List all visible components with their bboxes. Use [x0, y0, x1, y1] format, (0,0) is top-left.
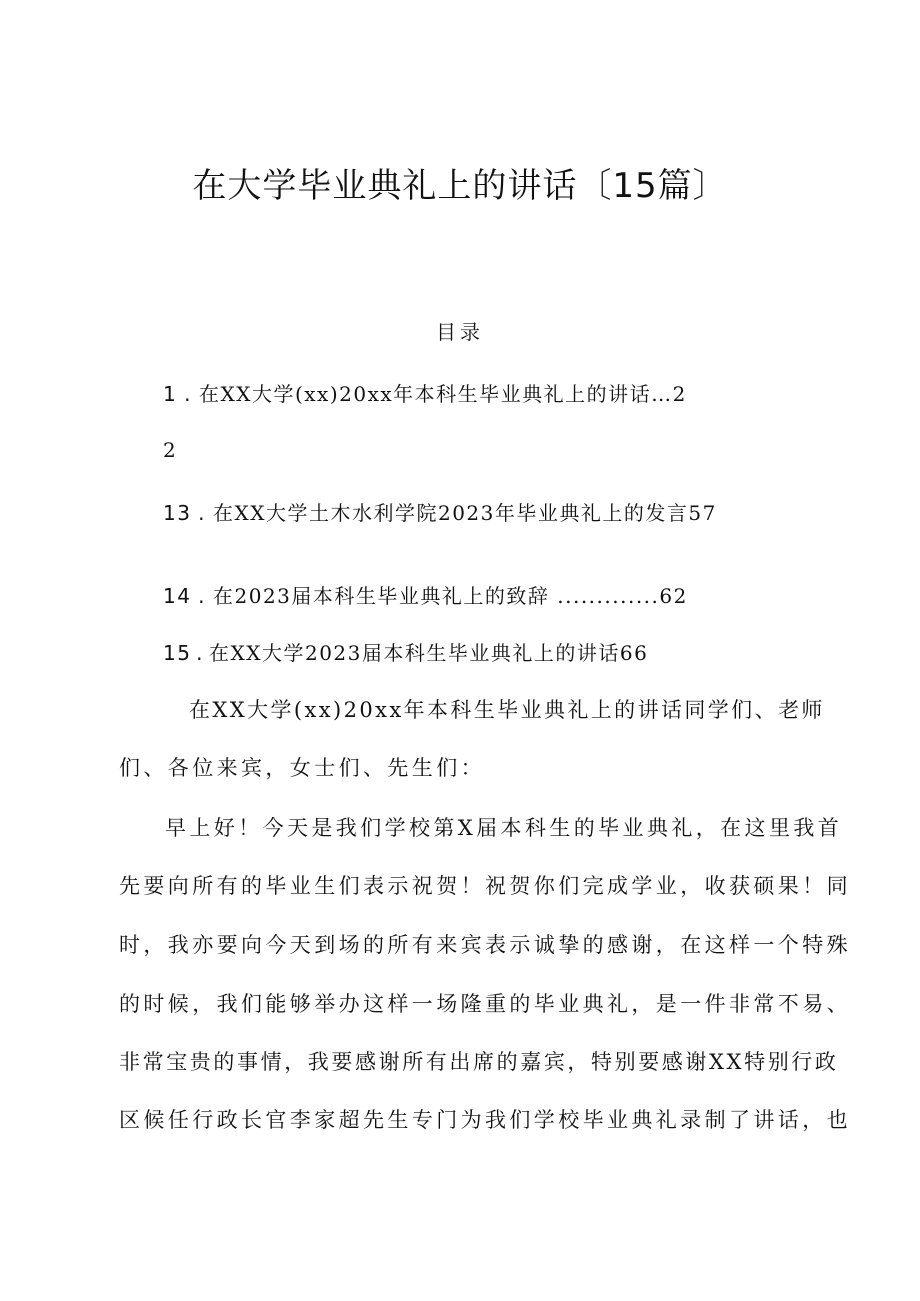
toc-heading: 目录: [436, 320, 484, 344]
body-line-6: 的时候，我们能够举办这样一场隆重的毕业典礼，是一件非常不易、: [119, 992, 851, 1016]
toc-entry-text: 2: [163, 438, 178, 462]
toc-entry-number: 14: [163, 584, 192, 608]
body-line-2: 们、各位来宾，女士们、先生们：: [119, 756, 485, 780]
body-line-4: 先要向所有的毕业生们表示祝贺！祝贺你们完成学业，收获硕果！同: [119, 874, 851, 898]
toc-entry-number: 1: [163, 382, 178, 406]
toc-entry-1: 1 . 在XX大学(xx)20xx年本科生毕业典礼上的讲话…2: [163, 382, 687, 406]
toc-entry-text: 在XX大学2023届本科生毕业典礼上的讲话66: [209, 641, 649, 665]
toc-entry-14: 14 . 在2023届本科生毕业典礼上的致辞 .............62: [163, 584, 688, 608]
body-line-3: 早上好！今天是我们学校第X届本科生的毕业典礼，在这里我首: [165, 816, 843, 840]
document-title: 在大学毕业典礼上的讲话〔15篇〕: [192, 166, 728, 206]
body-line-8: 区候任行政长官李家超先生专门为我们学校毕业典礼录制了讲话，也: [119, 1108, 851, 1132]
toc-entry-text: 在XX大学土木水利学院2023年毕业典礼上的发言57: [213, 501, 717, 525]
toc-entry-text: 在XX大学(xx)20xx年本科生毕业典礼上的讲话…2: [199, 382, 687, 406]
body-line-1: 在XX大学(xx)20xx年本科生毕业典礼上的讲话同学们、老师: [189, 698, 825, 722]
toc-entry-13: 13 . 在XX大学土木水利学院2023年毕业典礼上的发言57: [163, 501, 717, 525]
toc-entry-15: 15 . 在XX大学2023届本科生毕业典礼上的讲话66: [163, 641, 649, 665]
toc-entry-text: 在2023届本科生毕业典礼上的致辞 .............62: [213, 584, 688, 608]
toc-entry-continuation: [163, 438, 177, 462]
toc-entry-number: 13: [163, 501, 192, 525]
body-line-5: 时，我亦要向今天到场的所有来宾表示诚挚的感谢，在这样一个特殊: [119, 933, 851, 957]
toc-entry-number: 15: [163, 641, 192, 665]
body-line-7: 非常宝贵的事情，我要感谢所有出席的嘉宾，特别要感谢XX特别行政: [119, 1050, 839, 1074]
